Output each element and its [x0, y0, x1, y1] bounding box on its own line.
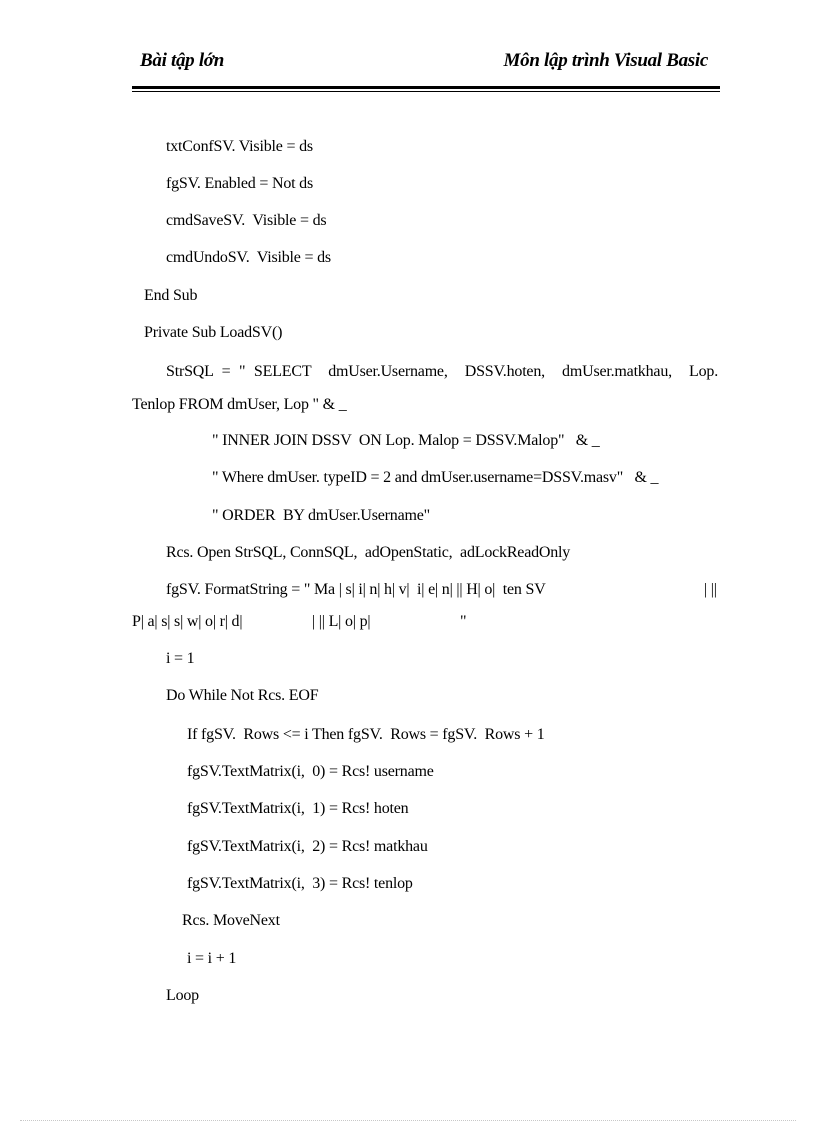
code-line: cmdUndoSV. Visible = ds: [166, 249, 331, 266]
code-line: fgSV. FormatString = " Ma | s| i| n| h| v| i| e| n| || H| o| ten SV: [166, 581, 546, 598]
code-line: StrSQL = " SELECT dmUser.Username, DSSV.hoten, dmUser.matkhau, Lop.: [166, 363, 718, 380]
page-header-right: Môn lập trình Visual Basic: [503, 50, 708, 71]
code-line: Rcs. MoveNext: [182, 912, 280, 929]
code-line: fgSV.TextMatrix(i, 1) = Rcs! hoten: [187, 800, 409, 817]
header-rule-thin: [132, 91, 720, 92]
code-line: If fgSV. Rows <= i Then fgSV. Rows = fgSV. Rows + 1: [187, 726, 545, 743]
code-line: fgSV.TextMatrix(i, 2) = Rcs! matkhau: [187, 838, 428, 855]
code-line: i = i + 1: [187, 950, 237, 967]
code-line: fgSV.TextMatrix(i, 3) = Rcs! tenlop: [187, 875, 413, 892]
code-line: Rcs. Open StrSQL, ConnSQL, adOpenStatic, adLockReadOnly: [166, 544, 571, 561]
code-line: cmdSaveSV. Visible = ds: [166, 212, 327, 229]
code-line: P| a| s| s| w| o| r| d|: [132, 613, 243, 630]
code-line: fgSV. Enabled = Not ds: [166, 175, 313, 192]
code-line: i = 1: [166, 650, 195, 667]
code-line: | || L| o| p|: [312, 613, 371, 630]
page-bottom-border: [20, 1120, 796, 1121]
code-line: ": [460, 613, 467, 630]
code-line: End Sub: [144, 287, 198, 304]
code-line: " ORDER BY dmUser.Username": [212, 507, 430, 524]
header-rule: [132, 86, 720, 89]
code-line: " INNER JOIN DSSV ON Lop. Malop = DSSV.Malop" & _: [212, 432, 600, 449]
code-line: " Where dmUser. typeID = 2 and dmUser.username=DSSV.masv" & _: [212, 469, 659, 486]
code-line: | ||: [704, 581, 717, 598]
code-line: Do While Not Rcs. EOF: [166, 687, 319, 704]
code-line: Loop: [166, 987, 199, 1004]
page-header-left: Bài tập lớn: [140, 50, 224, 71]
code-line: txtConfSV. Visible = ds: [166, 138, 313, 155]
code-line: Private Sub LoadSV(): [144, 324, 283, 341]
code-line: Tenlop FROM dmUser, Lop " & _: [132, 396, 347, 413]
code-line: fgSV.TextMatrix(i, 0) = Rcs! username: [187, 763, 434, 780]
